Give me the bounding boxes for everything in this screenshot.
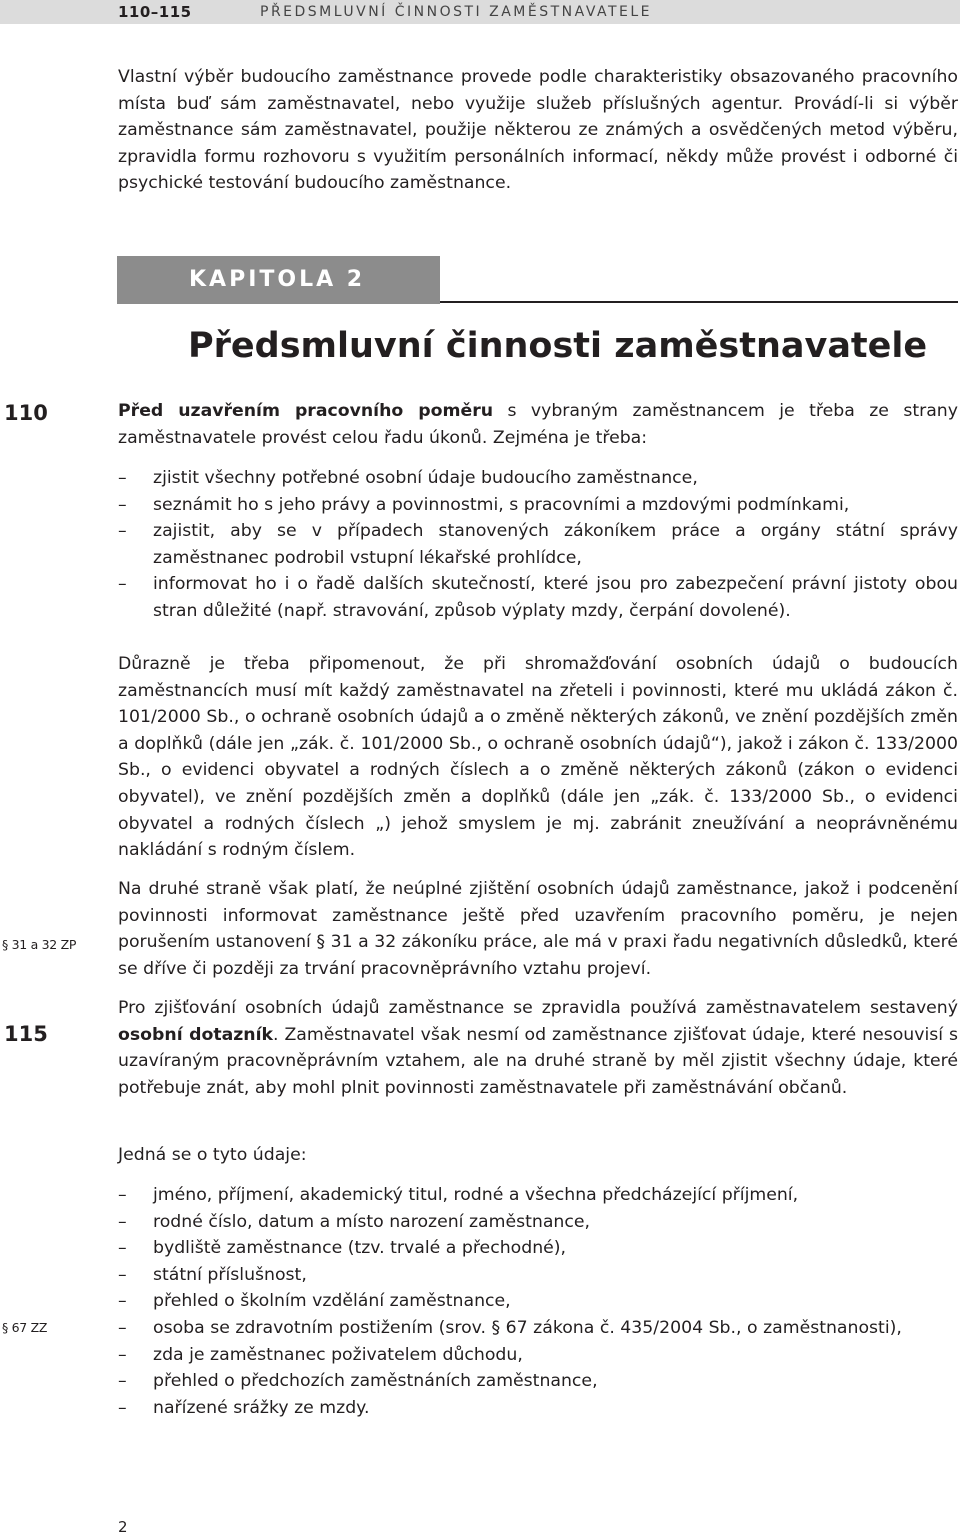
data-items-list [118, 1182, 958, 1421]
section-115-paragraph [118, 995, 958, 1101]
chapter-label: KAPITOLA 2 [189, 267, 366, 292]
section-115-bold: osobní dotazník [118, 1024, 274, 1045]
list-dash: – [118, 1211, 127, 1232]
list-dash: – [118, 1371, 127, 1392]
list-item [118, 518, 958, 571]
section-115-text-before: Pro zjišťování osobních údajů zaměstnance se zpravidla používá zaměstnavatelem sestavený [118, 998, 958, 1018]
intro-paragraph: Vlastní výběr budoucího zaměstnance provede podle charakteristiky obsazovaného pracovního místa buď sám zaměstnavatel, nebo využije služeb příslušných agentur. Provádí-li si výběr zaměstnance sám zaměstnavatel, použije některou ze známých a osvědčených metod výběru, zpravidla formu rozhovoru s využitím personálních informací, někdy může provést i odborné či psychické testování budoucího zaměstnance. [118, 67, 958, 194]
section-110-paragraph [118, 398, 958, 451]
header-margin-range: 110–115 [118, 3, 192, 21]
list-item-text: osoba se zdravotním postižením (srov. § 67 zákona č. 435/2004 Sb., o zaměstnanosti), [153, 1317, 902, 1338]
list-item [118, 1182, 958, 1209]
list-item-text: bydliště zaměstnance (tzv. trvalé a přechodné), [153, 1238, 567, 1259]
list-dash: – [118, 468, 127, 488]
chapter-label-box [117, 256, 440, 304]
header-running-title: PŘEDSMLUVNÍ ČINNOSTI ZAMĚSTNAVATELE [260, 4, 653, 20]
list-item [118, 465, 958, 492]
list-item-text: seznámit ho s jeho právy a povinnostmi, s pracovními a mzdovými podmínkami, [153, 494, 850, 515]
list-dash: – [118, 1397, 127, 1418]
list-dash: – [118, 1185, 127, 1205]
section-115-text-after: . Zaměstnavatel však nesmí od zaměstnance zjišťovat údaje, které nesouvisí s uzavíraným pracovněprávním vztahem, ale na druhé straně by měl zjistit všechny údaje, které potřebuje znát, aby mohl plnit povinnosti zaměstnavatele při zaměstnávání občanů. [118, 1024, 958, 1098]
gdpr-paragraph: Důrazně je třeba připomenout, že při shromažďování osobních údajů o budoucích zaměstnancích musí mít každý zaměstnavatel na zřeteli i povinnosti, které mu ukládá zákon č. 101/2000 Sb., o ochraně osobních údajů a o změně některých zákonů, ve znění pozdějších změn a doplňků (dále jen „zák. č. 101/2000 Sb., o ochraně osobních údajů“), jakož i zákon č. 133/2000 Sb., o evidenci obyvatel a rodných číslech a o změně některých zákonů (zákon o evidenci obyvatel), ve znění pozdějších změn a doplňků (dále jen „zák. č. 133/2000 Sb., o evidenci obyvatel a rodných číslech „) jehož smyslem je mj. zabránit zneužívání a neoprávněnému nakládání s rodným číslem. [118, 654, 958, 861]
list-dash: – [118, 521, 127, 542]
list-item-text: zda je zaměstnanec poživatelem důchodu, [153, 1344, 523, 1365]
list-dash: – [118, 1264, 127, 1285]
margin-reference-zz: § 67 ZZ [2, 1320, 48, 1335]
list-dash: – [118, 1317, 127, 1338]
data-intro: Jedná se o tyto údaje: [118, 1145, 307, 1165]
page-number: 2 [118, 1518, 128, 1536]
list-item-text: nařízené srážky ze mzdy. [153, 1397, 370, 1418]
list-item-text: přehled o předchozích zaměstnáních zaměstnance, [153, 1371, 598, 1392]
other-side-paragraph: Na druhé straně však platí, že neúplné zjištění osobních údajů zaměstnance, jakož i podcenění povinnosti informovat zaměstnance ještě před uzavřením pracovního poměru, je nejen porušením ustanovení § 31 a 32 zákoníku práce, ale má v praxi řadu negativních důsledků, které se dříve či později za trvání pracovněprávního vztahu projeví. [118, 879, 958, 979]
list-item-text: přehled o školním vzdělání zaměstnance, [153, 1291, 511, 1312]
list-item [118, 1395, 958, 1422]
list-dash: – [118, 1344, 127, 1365]
list-item-text: státní příslušnost, [153, 1264, 307, 1285]
margin-reference-zp: § 31 a 32 ZP [2, 937, 77, 952]
list-item [118, 571, 958, 624]
list-item-text: rodné číslo, datum a místo narození zaměstnance, [153, 1211, 591, 1232]
chapter-rule [440, 301, 958, 303]
list-item [118, 1209, 958, 1236]
list-item [118, 1315, 958, 1342]
list-item [118, 1262, 958, 1289]
list-item [118, 1368, 958, 1395]
margin-number-115: 115 [4, 1022, 48, 1046]
list-item-text: informovat ho i o řadě dalších skutečností, které jsou pro zabezpečení právní jistoty obou stran důležité (např. stravování, způsob výplaty mzdy, čerpání dovolené). [153, 574, 958, 621]
list-dash: – [118, 1238, 127, 1259]
list-item-text: zjistit všechny potřebné osobní údaje budoucího zaměstnance, [153, 468, 698, 488]
section-110-bold-lead: Před uzavřením pracovního poměru [118, 401, 494, 421]
list-item [118, 492, 958, 519]
list-dash: – [118, 574, 127, 595]
margin-number-110: 110 [4, 401, 48, 425]
chapter-title: Předsmluvní činnosti zaměstnavatele [188, 326, 928, 366]
section-110-list [118, 465, 958, 625]
list-dash: – [118, 494, 127, 515]
list-item [118, 1342, 958, 1369]
running-header [0, 0, 960, 24]
list-item [118, 1288, 958, 1315]
list-dash: – [118, 1291, 127, 1312]
list-item [118, 1235, 958, 1262]
list-item-text: jméno, příjmení, akademický titul, rodné a všechna předcházející příjmení, [153, 1185, 799, 1205]
section-110-text: s vybraným zaměstnancem je třeba ze strany zaměstnavatele provést celou řadu úkonů. Zejména je třeba: [118, 401, 958, 448]
list-item-text: zajistit, aby se v případech stanovených zákoníkem práce a orgány státní správy zaměstnanec podrobil vstupní lékařské prohlídce, [153, 521, 958, 568]
